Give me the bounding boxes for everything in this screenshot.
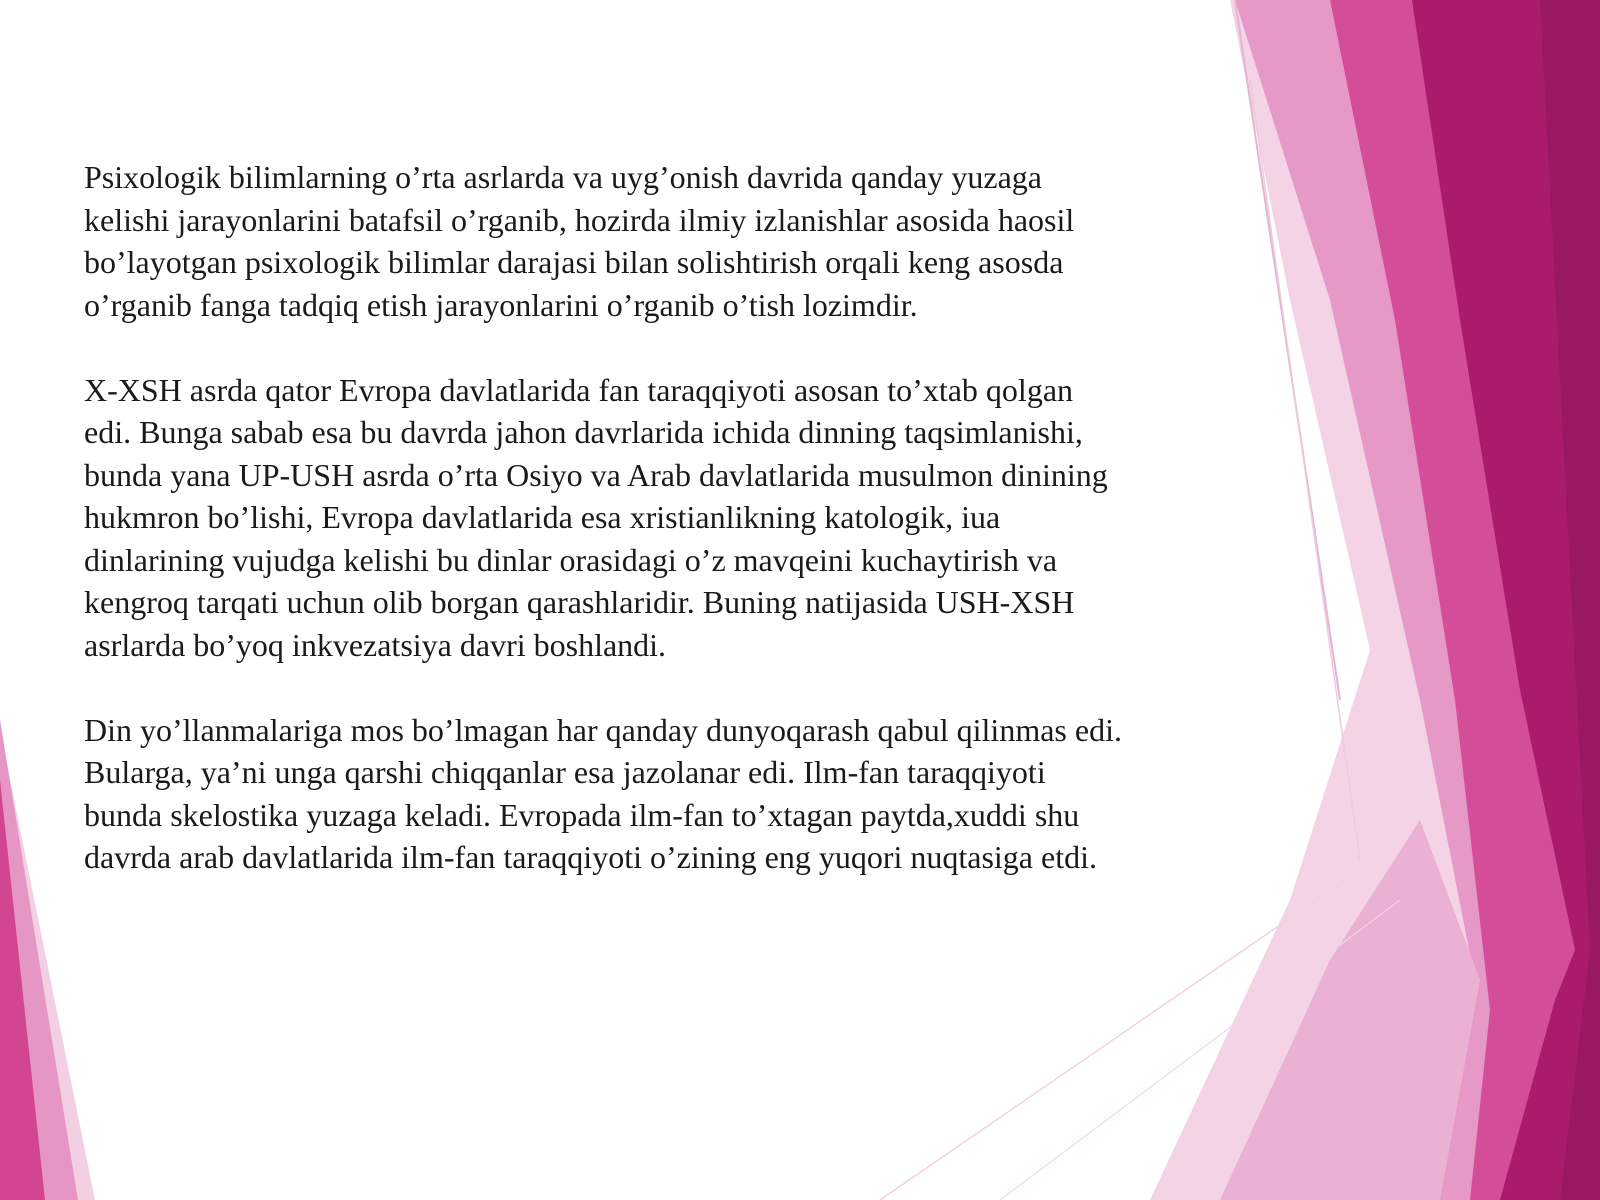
- text-line: X-XSH asrda qator Evropa davlatlarida fan taraqqiyoti asosan to’xtab qolgan: [84, 371, 1074, 408]
- text-line: Psixologik bilimlarning o’rta asrlarda va uyg’onish davrida qanday yuzaga: [84, 159, 1042, 195]
- text-line: hukmron bo’lishi, Evropa davlatlarida esa xristianlikning katologik, iua: [84, 499, 1001, 535]
- paragraph-2: [84, 369, 1254, 667]
- text-line: asrlarda bo’yoq inkvezatsiya davri boshlandi.: [84, 626, 667, 663]
- text-line: bo’layotgan psixologik bilimlar darajasi bilan solishtirish orqali keng asosda: [84, 244, 1064, 280]
- text-line: bunda yana UP-USH asrda o’rta Osiyo va Arab davlatlarida musulmon dinining: [84, 456, 1108, 493]
- text-line: davrda arab davlatlarida ilm-fan taraqqiyoti o’zining eng yuqori nuqtasiga etdi.: [84, 839, 1097, 875]
- text-line: o’rganib fanga tadqiq etish jarayonlarini o’rganib o’tish lozimdir.: [84, 286, 918, 323]
- text-line: Bularga, ya’ni unga qarshi chiqqanlar esa jazolanar edi. Ilm-fan taraqqiyoti: [84, 754, 1046, 790]
- text-line: dinlarining vujudga kelishi bu dinlar orasidagi o’z mavqeini kuchaytirish va: [84, 541, 1058, 578]
- slide-body-text: [84, 156, 1254, 921]
- paragraph-3: [84, 709, 1254, 879]
- text-line: edi. Bunga sabab esa bu davrda jahon davrlarida ichida dinning taqsimlanishi,: [84, 414, 1083, 450]
- paragraph-1: [84, 156, 1254, 326]
- text-line: kengroq tarqati uchun olib borgan qarashlaridir. Buning natijasida USH-XSH: [84, 584, 1075, 620]
- text-line: Din yo’llanmalariga mos bo’lmagan har qanday dunyoqarash qabul qilinmas edi.: [84, 711, 1122, 748]
- text-line: bunda skelostika yuzaga keladi. Evropada ilm-fan to’xtagan paytda,xuddi shu: [84, 796, 1080, 833]
- text-line: kelishi jarayonlarini batafsil o’rganib, hozirda ilmiy izlanishlar asosida haosil: [84, 201, 1075, 238]
